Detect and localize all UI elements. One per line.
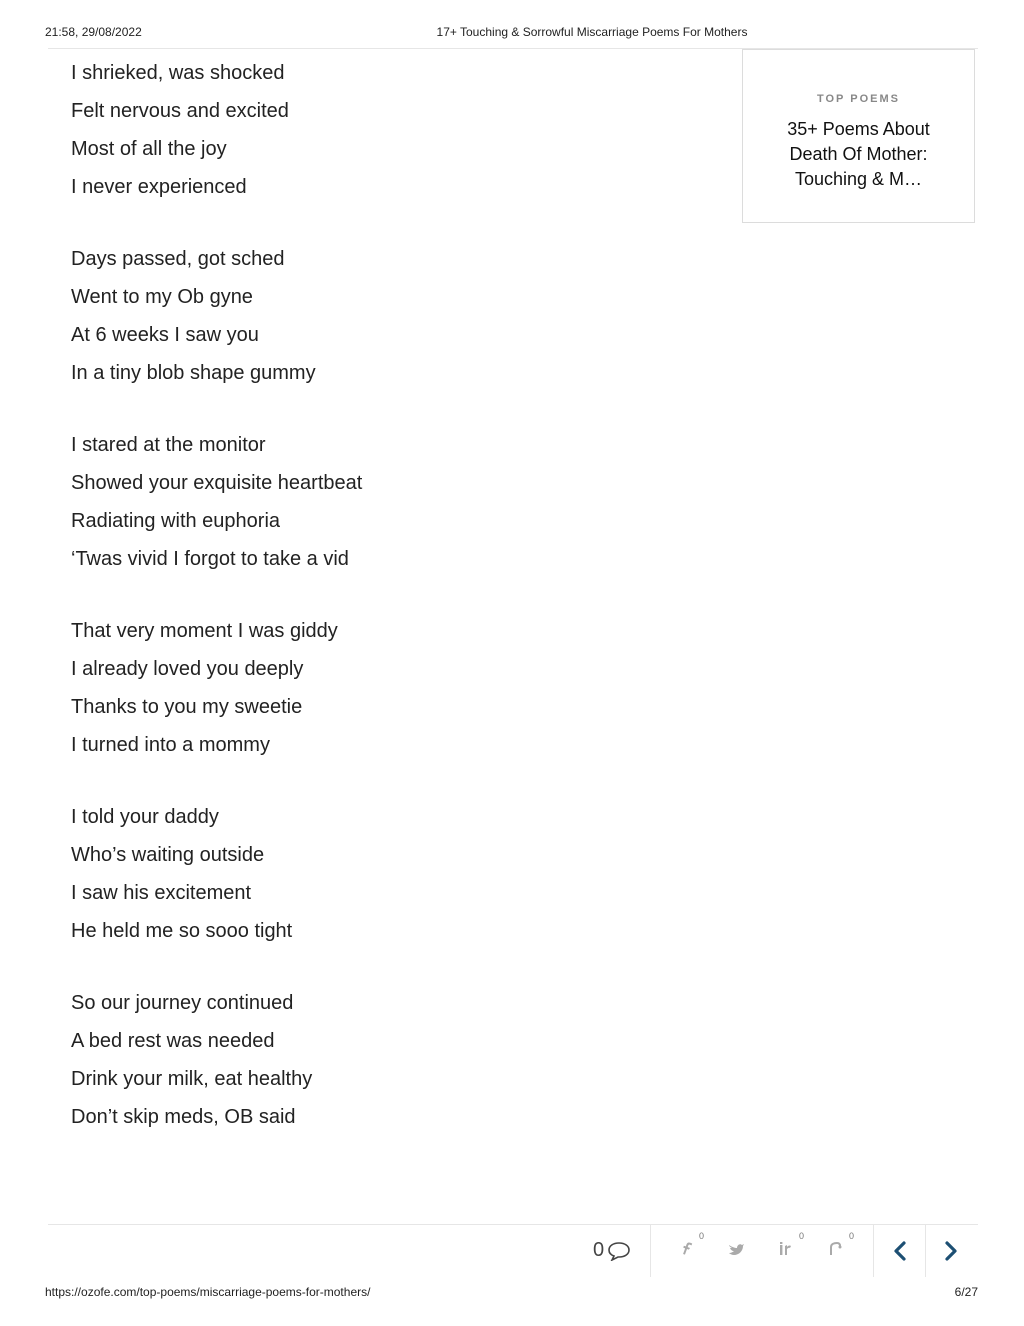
reddit-icon	[825, 1239, 845, 1259]
poem-line: Went to my Ob gyne	[71, 286, 253, 308]
poem-line: ‘Twas vivid I forgot to take a vid	[71, 548, 349, 570]
print-page-title: 17+ Touching & Sorrowful Miscarriage Poems For Mothers	[436, 25, 748, 39]
poem-line: Most of all the joy	[71, 138, 227, 160]
poem-line: That very moment I was giddy	[71, 620, 338, 642]
comments-button[interactable]	[593, 1239, 631, 1262]
facebook-share-button[interactable]	[677, 1239, 697, 1261]
comment-count: 0	[593, 1239, 605, 1261]
print-page-number: 6/27	[954, 1285, 978, 1299]
poem-stanza	[71, 426, 711, 578]
comment-icon	[607, 1241, 631, 1261]
top-poems-widget	[742, 49, 975, 223]
poem-line: Don’t skip meds, OB said	[71, 1106, 296, 1128]
pinterest-icon	[776, 1239, 796, 1259]
twitter-share-button[interactable]	[726, 1239, 746, 1261]
top-poems-label: TOP POEMS	[816, 93, 900, 105]
poem-line: A bed rest was needed	[71, 1030, 275, 1052]
share-bar	[0, 1225, 1024, 1277]
poem-line: Showed your exquisite heartbeat	[71, 472, 363, 494]
poem-line: I stared at the monitor	[71, 434, 266, 456]
pinterest-share-count: 0	[799, 1231, 805, 1241]
print-timestamp: 21:58, 29/08/2022	[45, 25, 142, 39]
top-poem-link[interactable]: 35+ Poems About Death Of Mother: Touching & M…	[787, 119, 930, 189]
chevron-right-icon	[940, 1239, 962, 1263]
poem-line: I never experienced	[71, 176, 247, 198]
previous-page-button[interactable]	[889, 1239, 911, 1263]
reddit-share-count: 0	[849, 1231, 855, 1241]
poem-line: I told your daddy	[71, 806, 219, 828]
poem-line: He held me so sooo tight	[71, 920, 293, 942]
facebook-icon	[677, 1239, 697, 1259]
poem-line: In a tiny blob shape gummy	[71, 362, 316, 384]
reddit-share-button[interactable]	[825, 1239, 845, 1261]
poem-line: Thanks to you my sweetie	[71, 696, 303, 718]
poem-line: Days passed, got sched	[71, 248, 285, 270]
poem-stanza	[71, 240, 711, 392]
poem-stanza	[71, 54, 711, 206]
share-separator	[650, 1225, 651, 1277]
next-page-button[interactable]	[940, 1239, 962, 1263]
twitter-icon	[726, 1239, 746, 1259]
poem-body	[71, 54, 711, 1170]
facebook-share-count: 0	[699, 1231, 705, 1241]
poem-line: I already loved you deeply	[71, 658, 304, 680]
print-header	[0, 25, 1024, 41]
pinterest-share-button[interactable]	[776, 1239, 796, 1261]
nav-separator	[925, 1225, 926, 1277]
print-url: https://ozofe.com/top-poems/miscarriage-poems-for-mothers/	[45, 1285, 371, 1299]
poem-line: I shrieked, was shocked	[71, 62, 285, 84]
poem-stanza	[71, 984, 711, 1136]
poem-line: So our journey continued	[71, 992, 294, 1014]
poem-line: Radiating with euphoria	[71, 510, 281, 532]
poem-line: At 6 weeks I saw you	[71, 324, 259, 346]
poem-line: I saw his excitement	[71, 882, 252, 904]
poem-line: Drink your milk, eat healthy	[71, 1068, 313, 1090]
nav-separator	[873, 1225, 874, 1277]
poem-stanza	[71, 798, 711, 950]
chevron-left-icon	[889, 1239, 911, 1263]
poem-line: Felt nervous and excited	[71, 100, 289, 122]
poem-line: I turned into a mommy	[71, 734, 270, 756]
poem-line: Who’s waiting outside	[71, 844, 265, 866]
poem-stanza	[71, 612, 711, 764]
